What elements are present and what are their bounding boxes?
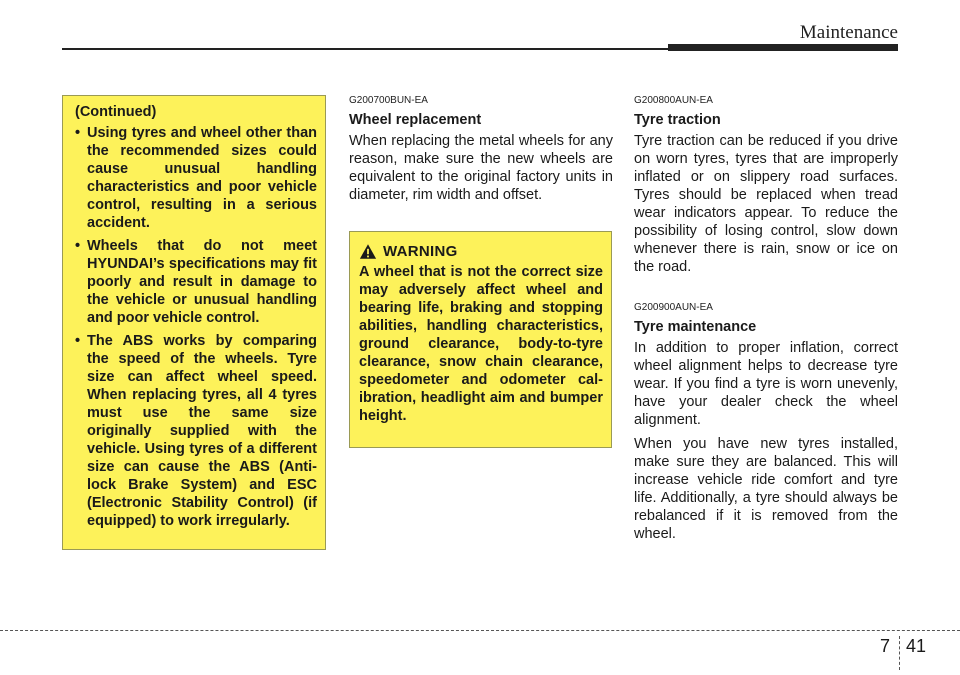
header-rule	[62, 48, 672, 50]
section-title: Tyre traction	[634, 112, 721, 128]
bullet-item-abs: • The ABS works by comparing the speed of the wheels. Tyre size can affect wheel speed. When replacing tyres, all 4 tyres must use the same size originally supplied with the vehicle. Using tyres of a different size can cause the ABS (Anti-lock Brake System) and ESC (Electronic Stability Control) (if equipped) to work irregularly.	[75, 332, 317, 530]
section-text: When replacing the metal wheels for any reason, make sure the new wheels are equivalent to the original factory units in diameter, rim width and offset.	[349, 133, 613, 203]
header-title: Maintenance	[799, 22, 898, 43]
warning-box	[349, 231, 612, 448]
section-code: G200900AUN-EA	[634, 302, 713, 313]
footer-divider	[899, 636, 900, 670]
tyre-maintenance-section	[634, 302, 898, 543]
bullet-item-tyre-size: • Using tyres and wheel other than the recommended sizes could cause unusual handling characteristics and poor vehicle control, resulting in a serious accident.	[75, 124, 317, 232]
tyre-traction-section	[634, 95, 898, 276]
section-title: Tyre maintenance	[634, 319, 757, 335]
bullet-item-wheel-spec: • Wheels that do not meet HYUNDAI’s specifications may fit poorly and result in damage to the vehicle or unusual handling and poor vehicle control.	[75, 237, 317, 327]
section-text: Tyre traction can be reduced if you drive on worn tyres, tyres that are improperly inflated or on slippery road surfaces. Tyres should be replaced when tread wear indicators appear. To reduce the possibility of losing control, slow down whenever there is rain, snow or ice on the road.	[634, 133, 898, 275]
section-code: G200700BUN-EA	[349, 95, 428, 106]
page-number: 41	[906, 636, 927, 656]
continued-warning-box	[62, 95, 326, 550]
section-paragraph: In addition to proper inflation, correct wheel alignment helps to decrease tyre wear. If you find a tyre is worn unevenly, have your dealer check the wheel alignment.	[634, 340, 898, 428]
warning-title: WARNING	[383, 243, 458, 260]
tyre-column	[634, 95, 898, 549]
section-paragraph: When you have new tyres installed, make sure they are balanced. This will increase vehicle ride comfort and tyre life. Additionally, a tyre should always be rebalanced if it is removed from the wheel.	[634, 436, 898, 542]
header-bar	[668, 44, 898, 51]
continued-title: (Continued)	[75, 104, 157, 120]
section-code: G200800AUN-EA	[634, 95, 713, 106]
chapter-number: 7	[879, 636, 890, 656]
warning-text: A wheel that is not the correct size may adversely affect wheel and bearing life, braking and stopping abilities, handling characteristics, ground clearance, body-to-tyre clearance, snow chain clearance, speedometer and odometer calibration, headlight aim and bumper height.	[359, 264, 603, 424]
continued-bullet-list	[75, 124, 317, 530]
warning-triangle-icon	[359, 243, 377, 260]
footer-rule	[0, 630, 960, 631]
section-title: Wheel replacement	[349, 112, 482, 128]
wheel-replacement-section	[349, 95, 613, 210]
warning-header	[359, 243, 603, 260]
